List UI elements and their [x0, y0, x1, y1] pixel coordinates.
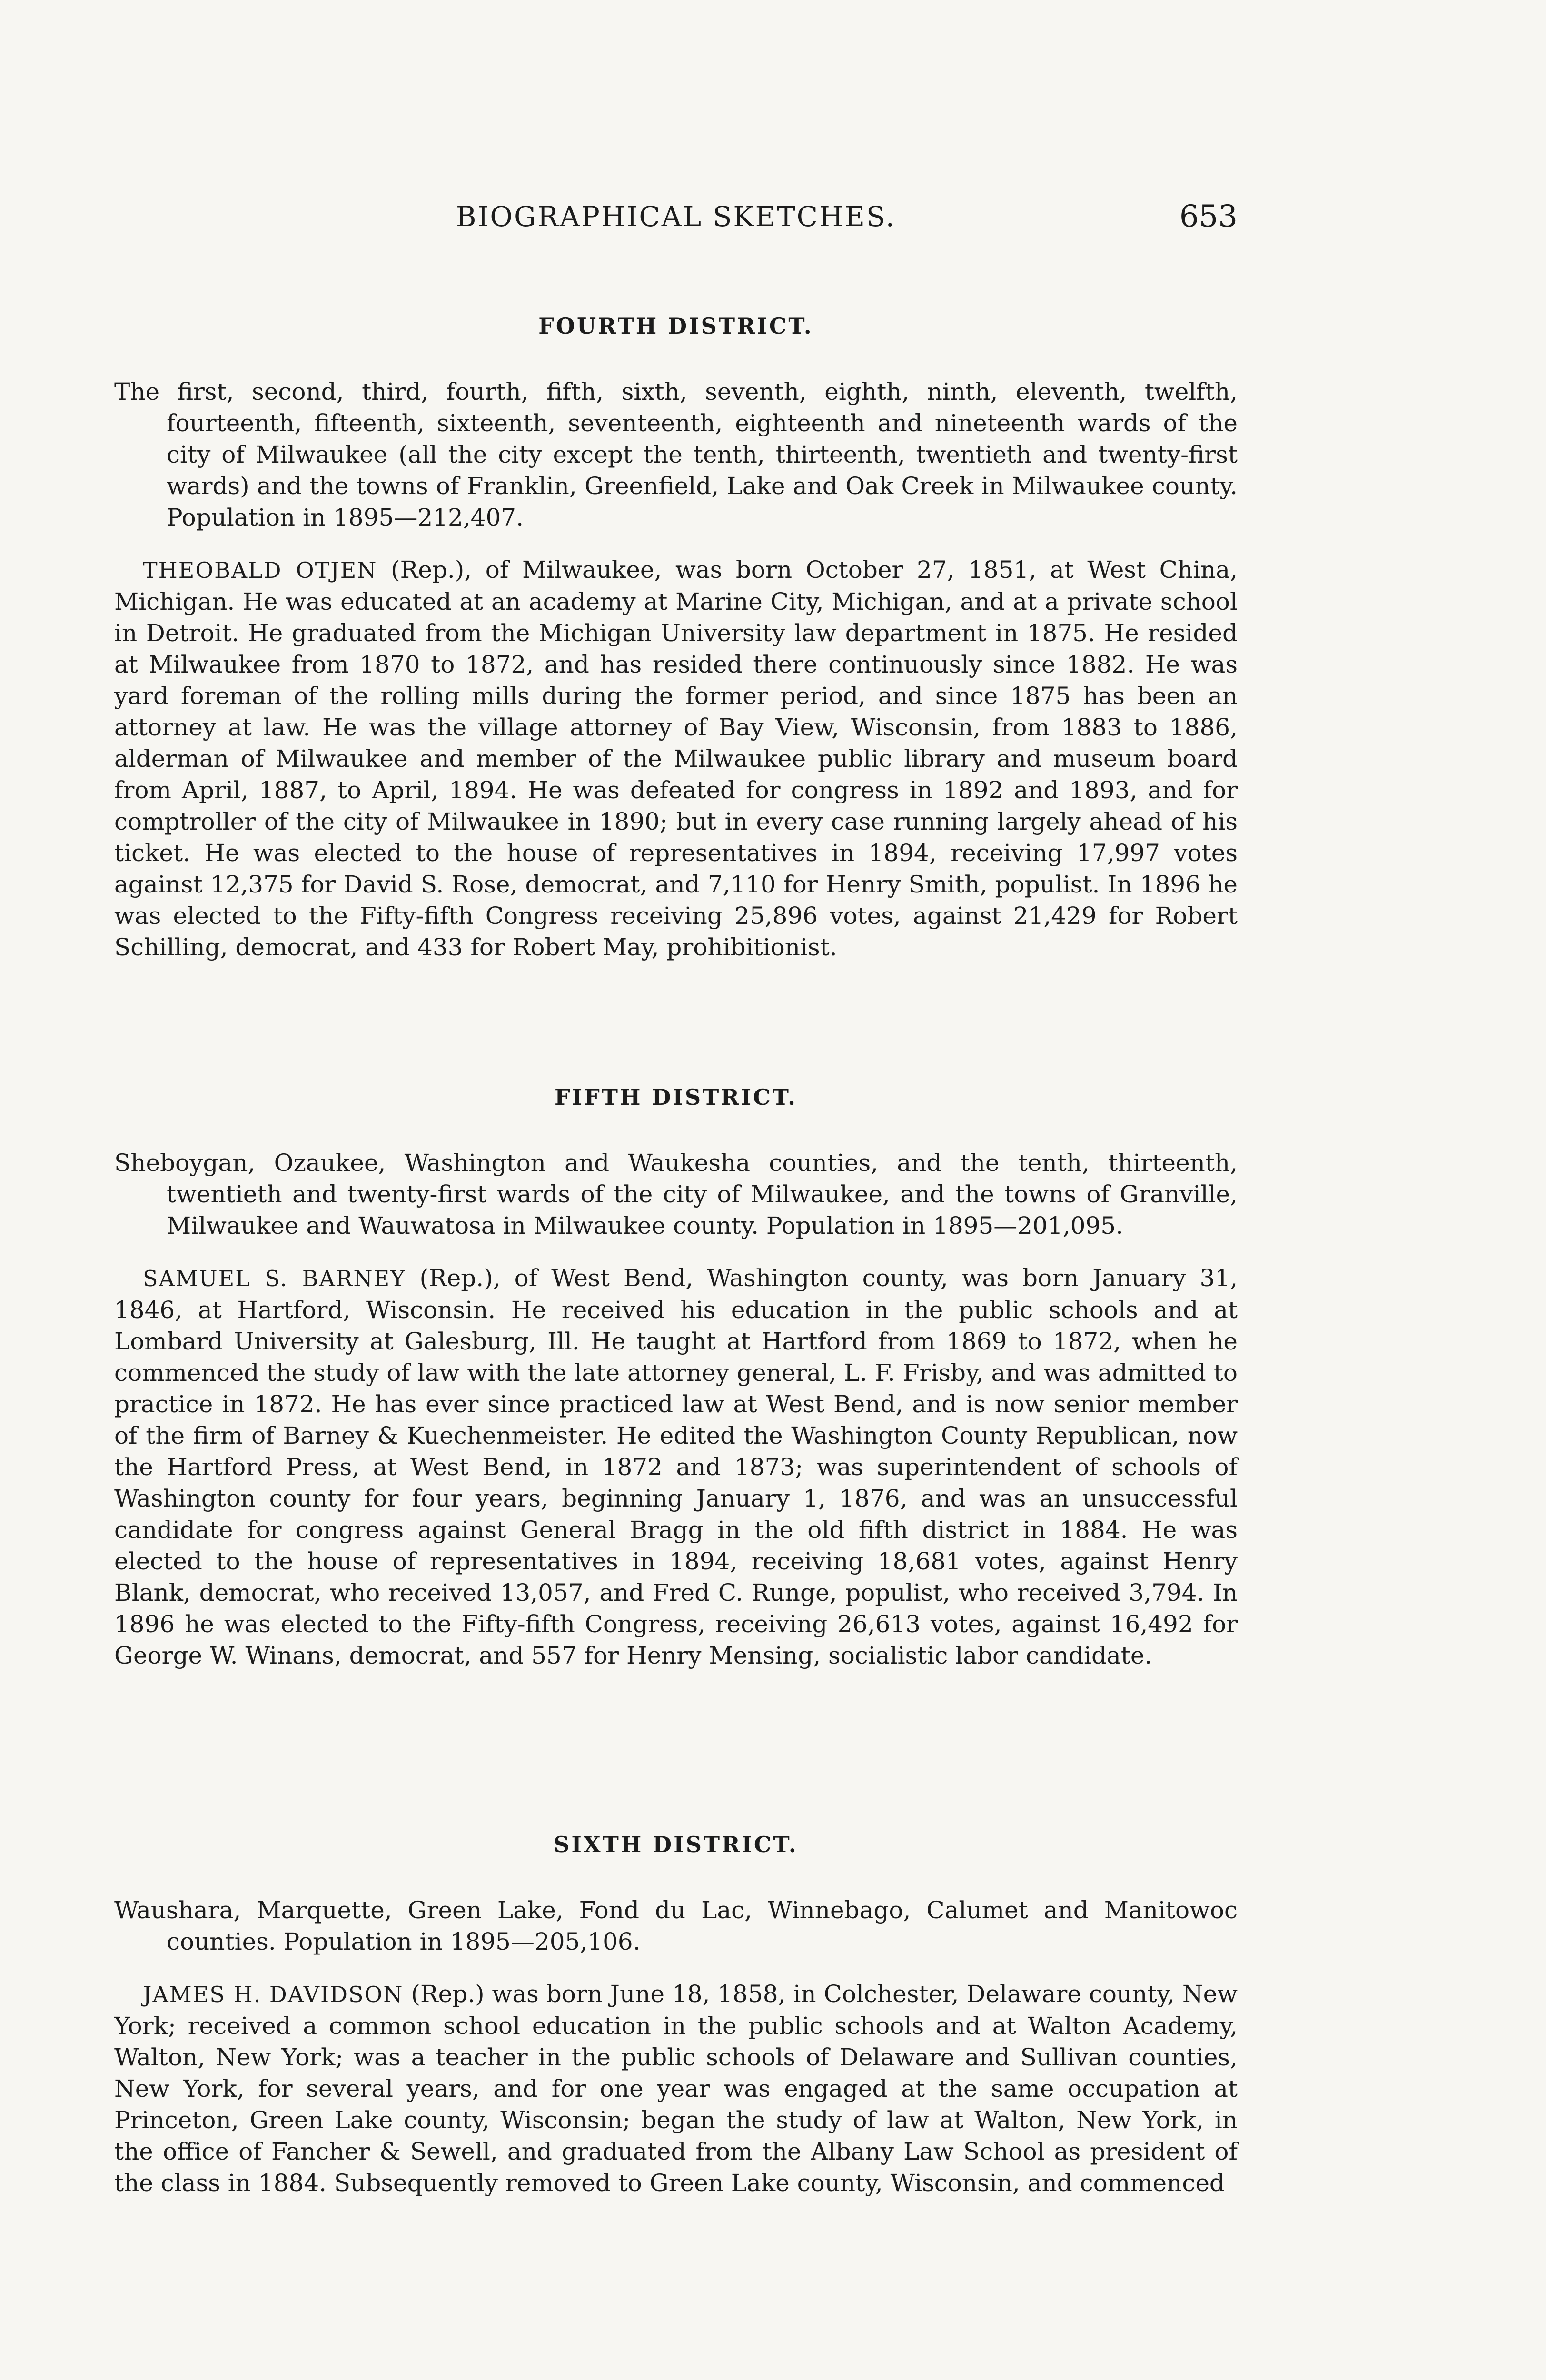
biography-name: JAMES H. DAVIDSON	[143, 1982, 404, 2007]
district-description: The first, second, third, fourth, fifth, sixth, seventh, eighth, ninth, eleventh, twelfth, fourteenth, fifteenth, sixteenth, seventeenth, eighteenth and nineteenth wards of the city of Milwaukee (all the city except the tenth, thirteenth, twentieth and twenty-first wards) and the towns of Franklin, Greenfield, Lake and Oak Creek in Milwaukee county. Population in 1895—212,407.	[114, 378, 1238, 531]
district-description: Sheboygan, Ozaukee, Washington and Waukesha counties, and the tenth, thirteenth, twentieth and twenty-first wards of the city of Milwaukee, and the towns of Granville, Milwaukee and Wauwatosa in Milwaukee county. Population in 1895—201,095.	[114, 1149, 1238, 1240]
biography-paragraph	[114, 554, 1238, 963]
biography-paragraph	[114, 1262, 1238, 1671]
biography-text: (Rep.), of West Bend, Washington county, was born January 31, 1846, at Hartford, Wisconsin. He received his education in the public schools and at Lombard University at Galesburg, Ill. He taught at Hartford from 1869 to 1872, when he commenced the study of law with the late attorney general, L. F. Frisby, and was admitted to practice in 1872. He has ever since practiced law at West Bend, and is now senior member of the firm of Barney & Kuechenmeister. He edited the Washington County Republican, now the Hartford Press, at West Bend, in 1872 and 1873; was superintendent of schools of Washington county for four years, beginning January 1, 1876, and was an unsuccessful candidate for congress against General Bragg in the old fifth district in 1884. He was elected to the house of representatives in 1894, receiving 18,681 votes, against Henry Blank, democrat, who received 13,057, and Fred C. Runge, populist, who received 3,794. In 1896 he was elected to the Fifty-fifth Congress, receiving 26,613 votes, against 16,492 for George W. Winans, democrat, and 557 for Henry Mensing, socialistic labor candidate.	[114, 1264, 1238, 1669]
section-sixth-district	[114, 1828, 1238, 2199]
district-heading: SIXTH DISTRICT.	[554, 1832, 798, 1857]
section-fourth-district	[114, 309, 1238, 963]
biography-name: SAMUEL S. BARNEY	[143, 1266, 406, 1291]
biography-paragraph	[114, 1978, 1238, 2199]
biography-text: (Rep.) was born June 18, 1858, in Colchester, Delaware county, New York; received a common school education in the public schools and at Walton Academy, Walton, New York; was a teacher in the public schools of Delaware and Sullivan counties, New York, for several years, and for one year was engaged at the same occupation at Princeton, Green Lake county, Wisconsin; began the study of law at Walton, New York, in the office of Fancher & Sewell, and graduated from the Albany Law School as president of the class in 1884. Subsequently removed to Green Lake county, Wisconsin, and commenced	[114, 1980, 1238, 2197]
page-number: 653	[1179, 199, 1238, 234]
district-heading: FIFTH DISTRICT.	[554, 1084, 798, 1110]
running-title: BIOGRAPHICAL SKETCHES.	[456, 200, 896, 233]
biography-text: (Rep.), of Milwaukee, was born October 27, 1851, at West China, Michigan. He was educated at an academy at Marine City, Michigan, and at a private school in Detroit. He graduated from the Michigan University law department in 1875. He resided at Milwaukee from 1870 to 1872, and has resided there continuously since 1882. He was yard foreman of the rolling mills during the former period, and since 1875 has been an attorney at law. He was the village attorney of Bay View, Wisconsin, from 1883 to 1886, alderman of Milwaukee and member of the Milwaukee public library and museum board from April, 1887, to April, 1894. He was defeated for congress in 1892 and 1893, and for comptroller of the city of Milwaukee in 1890; but in every case running largely ahead of his ticket. He was elected to the house of representatives in 1894, receiving 17,997 votes against 12,375 for David S. Rose, democrat, and 7,110 for Henry Smith, populist. In 1896 he was elected to the Fifty-fifth Congress receiving 25,896 votes, against 21,429 for Robert Schilling, democrat, and 433 for Robert May, prohibitionist.	[114, 556, 1238, 961]
book-page	[114, 0, 1238, 2380]
biography-name: THEOBALD OTJEN	[143, 557, 377, 583]
running-head	[114, 193, 1238, 240]
district-heading: FOURTH DISTRICT.	[538, 313, 813, 339]
district-description: Waushara, Marquette, Green Lake, Fond du Lac, Winnebago, Calumet and Manitowoc counties. Population in 1895—205,106.	[114, 1896, 1238, 1955]
section-fifth-district	[114, 1081, 1238, 1671]
